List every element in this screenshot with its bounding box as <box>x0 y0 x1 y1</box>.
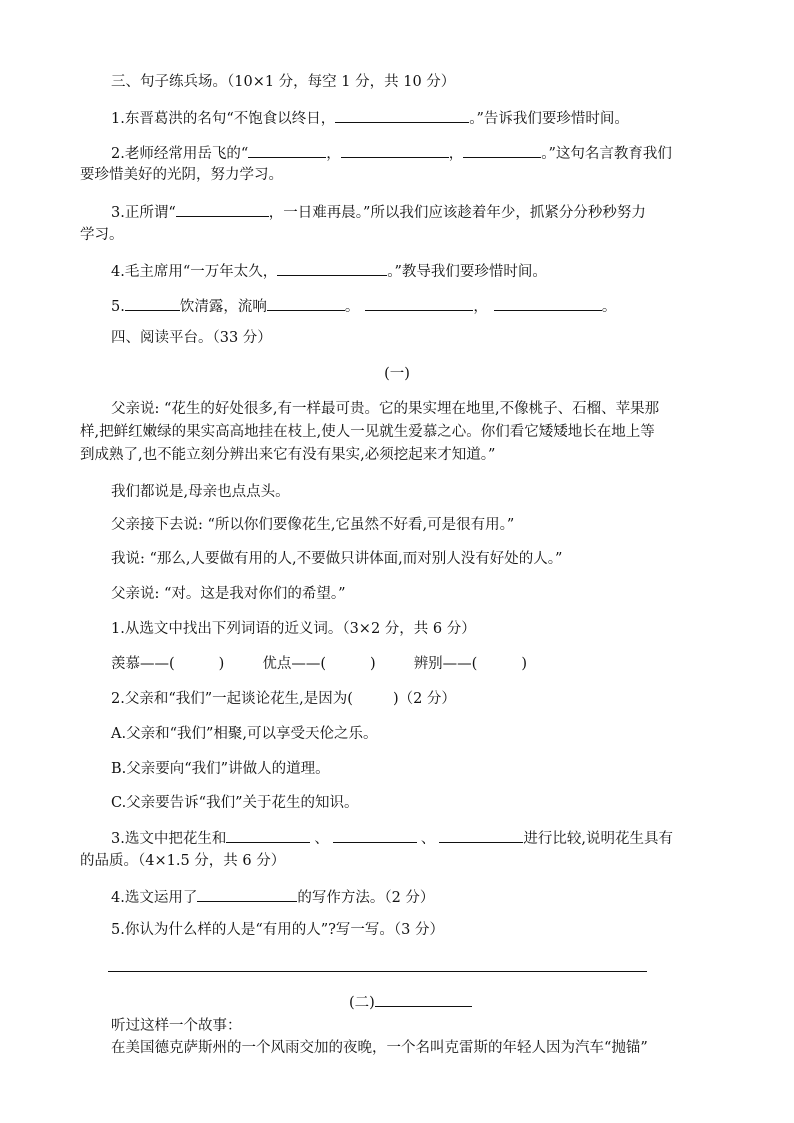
p1-q2-option-a: A.父亲和“我们”相聚,可以享受天伦之乐。 <box>111 726 378 742</box>
p1-question-3 <box>111 827 673 849</box>
p1-q3-before: 3.选文中把花生和 <box>111 831 227 847</box>
s3-q5-before: 5. <box>111 299 125 315</box>
passage1-para-2: 我们都说是,母亲也点点头。 <box>111 484 290 500</box>
p1-q1-word-1: 羡慕——( <box>111 656 175 672</box>
s3-q5-blank-4[interactable] <box>494 295 602 311</box>
s3-question-1 <box>111 107 629 129</box>
s3-q4-after: 。”教导我们要珍惜时间。 <box>387 264 547 280</box>
s3-question-5 <box>111 295 616 317</box>
passage1-para-4: 我说: “那么,人要做有用的人,不要做只讲体面,而对别人没有好处的人。” <box>111 551 563 567</box>
p1-question-5: 5.你认为什么样的人是“有用的人”?写一写。（3 分） <box>111 922 445 938</box>
part2-title-label: (二) <box>349 995 375 1011</box>
s3-q3-before: 3.正所谓“ <box>111 205 176 221</box>
s3-q5-blank-3[interactable] <box>365 295 473 311</box>
passage1-line-2: 样,把鲜红嫩绿的果实高高地挂在枝上,使人一见就生爱慕之心。你们看它矮矮地长在地上等 <box>80 424 655 440</box>
s3-q2-blank-1[interactable] <box>248 142 326 158</box>
p1-q3-blank-1[interactable] <box>226 827 310 843</box>
s3-q2-after: 。”这句名言教育我们 <box>541 146 672 162</box>
passage1-para-3: 父亲接下去说: “所以你们要像花生,它虽然不好看,可是很有用。” <box>111 517 515 533</box>
s3-q2-blank-3[interactable] <box>463 142 541 158</box>
p1-question-1: 1.从选文中找出下列词语的近义词。（3×2 分，共 6 分） <box>111 621 476 637</box>
passage2-line-1: 听过这样一个故事： <box>111 1018 242 1034</box>
passage1-line-1: 父亲说: “花生的好处很多,有一样最可贵。它的果实埋在地里,不像桃子、石榴、苹果那 <box>111 401 660 417</box>
p1-question-2 <box>111 689 456 709</box>
part2-title <box>349 991 472 1013</box>
p1-q1-close-2: ) <box>370 656 376 672</box>
p1-q3-blank-3[interactable] <box>439 827 523 843</box>
p1-q4-before: 4.选文运用了 <box>111 890 198 906</box>
p1-q4-after: 的写作方法。（2 分） <box>297 890 435 906</box>
s3-question-3 <box>111 201 646 223</box>
section4-heading: 四、阅读平台。（33 分） <box>111 330 272 346</box>
part1-title: (一) <box>384 366 410 382</box>
s3-q1-blank[interactable] <box>335 107 469 123</box>
p1-q2-option-c: C.父亲要告诉“我们”关于花生的知识。 <box>111 795 359 811</box>
p1-q5-answer-line[interactable] <box>108 971 647 972</box>
p1-q3-sep1: 、 <box>314 831 329 847</box>
s3-question-2 <box>111 142 672 164</box>
p1-q1-word-3: 辨别——( <box>413 656 478 672</box>
p1-q3-line2: 的品质。（4×1.5 分，共 6 分） <box>80 853 286 869</box>
s3-q2-line2: 要珍惜美好的光阴，努力学习。 <box>80 167 283 183</box>
s3-q5-mid: 饮清露，流响 <box>179 299 267 315</box>
s3-q5-blank-1[interactable] <box>125 295 180 311</box>
s3-q5-blank-2[interactable] <box>267 295 345 311</box>
p1-question-4 <box>111 886 434 908</box>
p1-q4-blank[interactable] <box>197 886 297 902</box>
p1-q2-option-b: B.父亲要向“我们”讲做人的道理。 <box>111 761 330 777</box>
p1-q3-sep2: 、 <box>420 831 436 847</box>
s3-q3-line2: 学习。 <box>80 227 124 243</box>
s3-q2-before: 2.老师经常用岳飞的“ <box>111 146 249 162</box>
s3-q5-sep2: ， <box>473 299 488 315</box>
p1-q2-after: )（2 分） <box>392 691 456 707</box>
passage1-para-5: 父亲说: “对。这是我对你们的希望。” <box>111 586 346 602</box>
s3-q1-after: 。”告诉我们要珍惜时间。 <box>469 111 629 127</box>
section3-heading: 三、句子练兵场。（10×1 分，每空 1 分，共 10 分） <box>111 74 456 90</box>
p1-q1-close-1: ) <box>218 656 225 672</box>
s3-q2-blank-2[interactable] <box>341 142 449 158</box>
s3-q2-sep1: ， <box>326 146 341 162</box>
s3-q1-before: 1.东晋葛洪的名句“不饱食以终日， <box>111 111 336 127</box>
part2-title-blank[interactable] <box>375 991 472 1007</box>
passage1-line-3: 到成熟了,也不能立刻分辨出来它有没有果实,必须挖起来才知道。” <box>80 447 496 463</box>
s3-q3-blank[interactable] <box>176 201 269 217</box>
s3-q3-after: ，一日难再晨。”所以我们应该趁着年少，抓紧分分秒秒努力 <box>268 205 646 221</box>
s3-q4-before: 4.毛主席用“一万年太久， <box>111 264 278 280</box>
p1-q1-words <box>111 654 527 674</box>
s3-q5-sep1: 。 <box>344 299 360 315</box>
s3-question-4 <box>111 260 547 282</box>
p1-q2-before: 2.父亲和“我们”一起谈论花生,是因为( <box>111 691 353 707</box>
passage2-line-2: 在美国德克萨斯州的一个风雨交加的夜晚，一个名叫克雷斯的年轻人因为汽车“抛锚” <box>111 1040 648 1056</box>
p1-q3-blank-2[interactable] <box>333 827 417 843</box>
p1-q3-after: 进行比较,说明花生具有 <box>523 831 673 847</box>
s3-q2-sep2: ， <box>448 146 464 162</box>
p1-q1-word-2: 优点——( <box>262 656 327 672</box>
s3-q5-after: 。 <box>601 299 617 315</box>
s3-q4-blank[interactable] <box>277 260 387 276</box>
p1-q1-close-3: ) <box>521 656 528 672</box>
